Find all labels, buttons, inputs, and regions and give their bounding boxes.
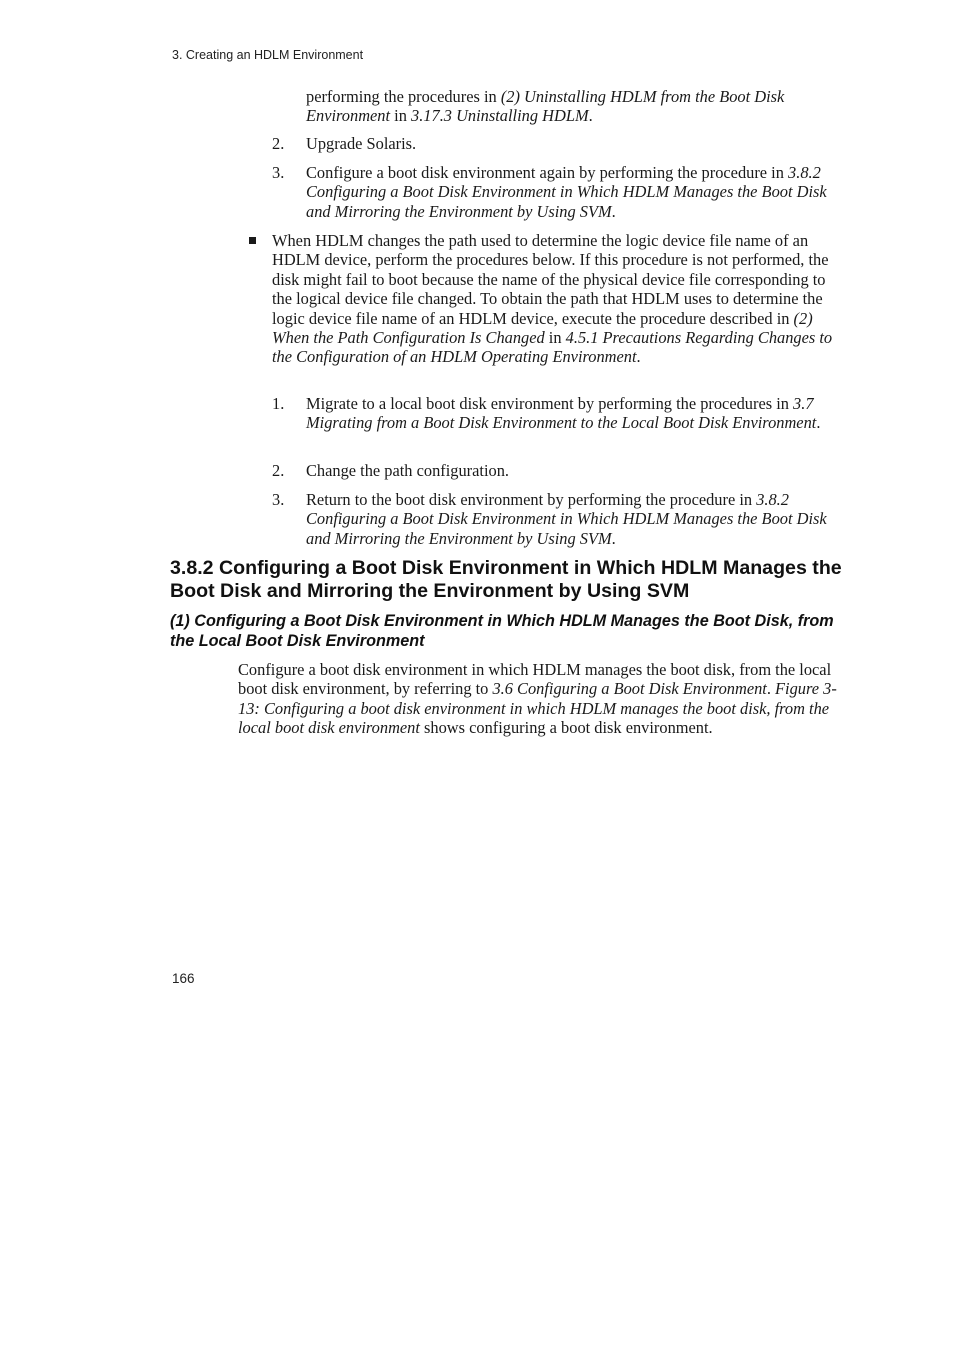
- list-number: 3.: [272, 490, 285, 509]
- list-item: [306, 394, 841, 433]
- figure-reference: Figure 3-13: Configuring a boot disk environment in which HDLM manages the boot disk, from the local boot disk environment: [238, 679, 837, 738]
- cross-reference: 3.17.3 Uninstalling HDLM: [411, 106, 589, 126]
- text-run: shows configuring a boot disk environment.: [419, 718, 713, 738]
- cross-reference: 3.8.2 Configuring a Boot Disk Environment in Which HDLM Manages the Boot Disk and Mirroring the Environment by Using SVM: [306, 490, 827, 548]
- cross-reference: 3.7 Migrating from a Boot Disk Environment to the Local Boot Disk Environment: [306, 394, 817, 433]
- list-item: [306, 490, 841, 548]
- list-item: Change the path configuration.: [306, 461, 510, 480]
- list-number: 2.: [272, 134, 285, 153]
- text-run: in: [390, 106, 412, 126]
- text-run: Configure a boot disk environment again by performing the procedure in: [306, 163, 789, 182]
- text-run: When HDLM changes the path used to determine the logic device file name of an HDLM device, perform the procedures below. If this procedure is not performed, the disk might fail to boot because the name of the physical device file corresponding to the logical device file changed. To obtain the path that HDLM uses to determine the logic device file name of an HDLM device, execute the procedure described in: [272, 231, 829, 328]
- cross-reference: (2) When the Path Configuration Is Changed: [272, 308, 813, 348]
- cross-reference: 3.6 Configuring a Boot Disk Environment: [492, 679, 767, 699]
- cross-reference: (2) Uninstalling HDLM from the Boot Disk Environment: [306, 87, 785, 126]
- continuation-paragraph: [306, 87, 841, 126]
- body-paragraph: [238, 660, 842, 738]
- page-number: 166: [172, 971, 195, 986]
- text-run: .: [636, 347, 641, 367]
- text-run: Migrate to a local boot disk environment by performing the procedures in: [306, 394, 794, 413]
- text-run: in: [544, 328, 566, 348]
- text-run: .: [611, 201, 616, 221]
- text-run: .: [611, 528, 616, 548]
- list-item: Upgrade Solaris.: [306, 134, 417, 153]
- running-header: 3. Creating an HDLM Environment: [172, 48, 364, 62]
- cross-reference: 4.5.1 Precautions Regarding Changes to the Configuration of an HDLM Operating Environment: [272, 328, 833, 367]
- text-run: performing the procedures in: [306, 87, 501, 106]
- list-number: 1.: [272, 394, 285, 413]
- text-run: .: [816, 413, 821, 433]
- text-run: .: [588, 106, 593, 126]
- text-run: Configure a boot disk environment in which HDLM manages the boot disk, from the local boot disk environment, by referring to: [238, 660, 832, 699]
- list-number: 3.: [272, 163, 285, 182]
- list-item: [306, 163, 841, 221]
- text-run: Return to the boot disk environment by performing the procedure in: [306, 490, 757, 509]
- cross-reference: 3.8.2 Configuring a Boot Disk Environment in Which HDLM Manages the Boot Disk and Mirroring the Environment by Using SVM: [306, 163, 827, 221]
- subsection-heading: (1) Configuring a Boot Disk Environment in Which HDLM Manages the Boot Disk, from the Local Boot Disk Environment: [170, 612, 834, 650]
- square-bullet-icon: [249, 237, 256, 244]
- list-number: 2.: [272, 461, 285, 480]
- section-heading: 3.8.2 Configuring a Boot Disk Environment in Which HDLM Manages the Boot Disk and Mirroring the Environment by Using SVM: [170, 557, 842, 602]
- text-run: .: [766, 679, 776, 699]
- bullet-paragraph: [272, 231, 841, 367]
